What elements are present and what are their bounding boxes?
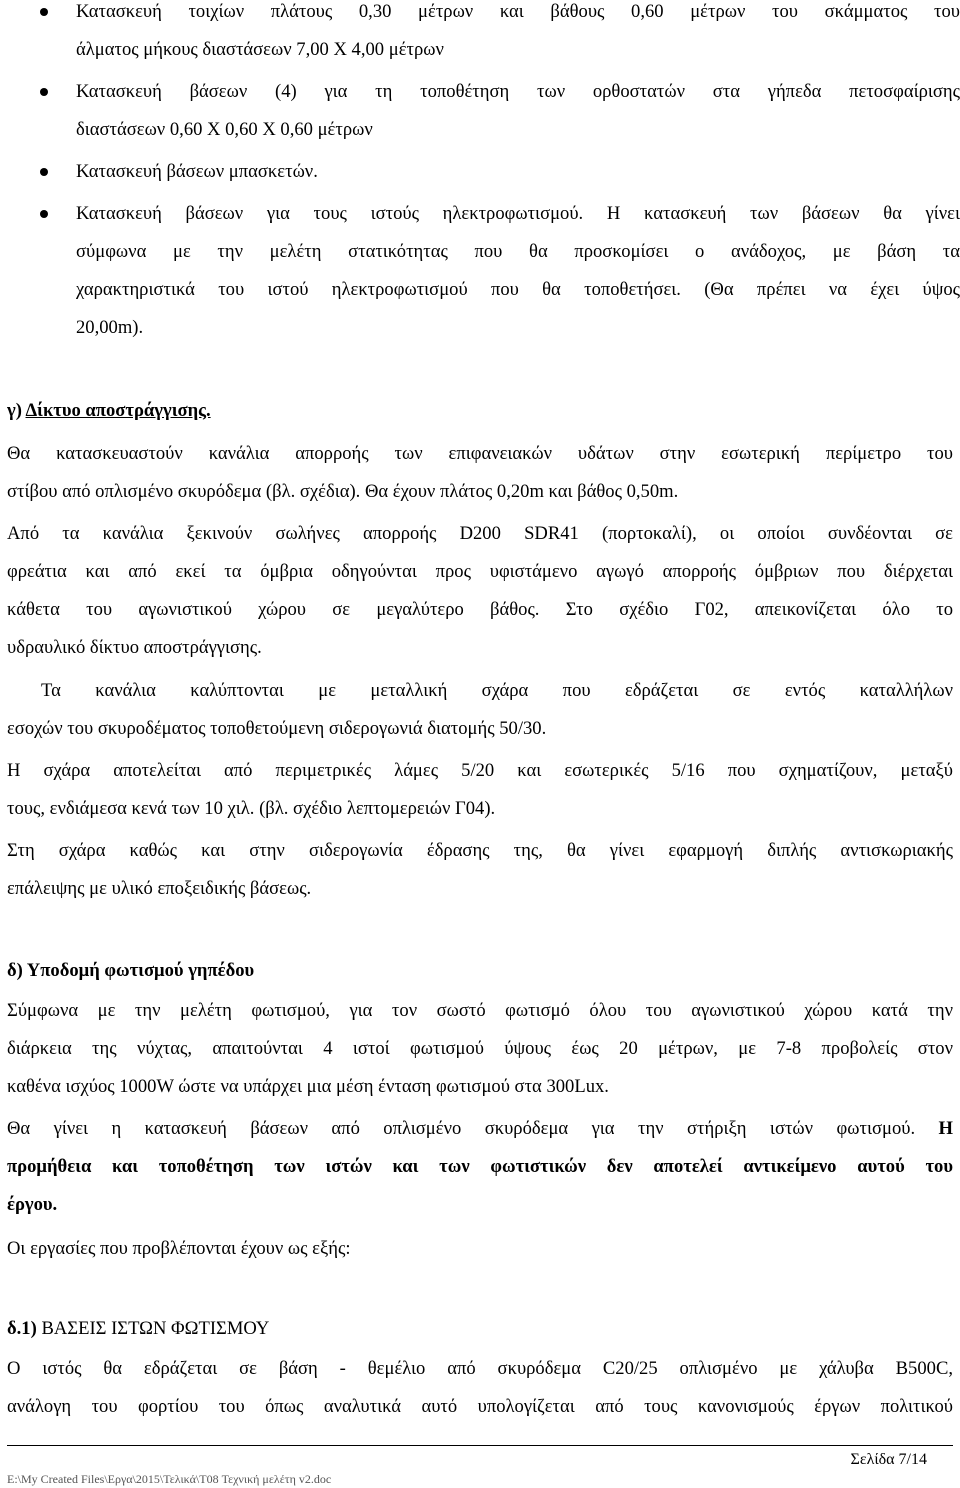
text-line: άλματος μήκους διαστάσεων 7,00 Χ 4,00 μέτρων <box>76 39 444 60</box>
page-number: Σελίδα 7/14 <box>850 1451 927 1468</box>
text-span: Θα γίνει η κατασκευή βάσεων από οπλισμένο σκυρόδεμα για την στήριξη ιστών φωτισμού. <box>7 1118 939 1139</box>
text-span-bold: προμήθεια και τοποθέτηση των ιστών και των φωτιστικών δεν αποτελεί αντικείμενο αυτού του <box>7 1156 953 1177</box>
section-title: δ) Υποδομή φωτισμού γηπέδου <box>7 960 255 981</box>
section-heading-poles <box>7 1310 953 1348</box>
paragraph-drainage-4 <box>7 752 953 828</box>
text-line: Οι εργασίες που προβλέπονται έχουν ως εξής: <box>7 1238 351 1259</box>
text-line: φρεάτια και από εκεί τα όμβρια οδηγούνται προς υφιστάμενο αγωγό απορροής όμβριων που διέρχεται <box>7 561 953 582</box>
paragraph-drainage-3 <box>7 672 953 748</box>
text-line: Τα κανάλια καλύπτονται με μεταλλική σχάρα που εδράζεται σε εντός καταλλήλων <box>7 680 953 701</box>
paragraph-poles-1 <box>7 1350 953 1426</box>
text-line: διάρκεια της νύχτας, απαιτούνται 4 ιστοί φωτισμού ύψους έως 20 μέτρων, με 7-8 προβολείς στον <box>7 1038 953 1059</box>
text-line: Κατασκευή βάσεων για τους ιστούς ηλεκτροφωτισμού. Η κατασκευή των βάσεων θα γίνει <box>76 203 960 224</box>
footer-divider <box>7 1445 953 1446</box>
section-number: δ.1) <box>7 1318 37 1339</box>
text-line: επάλειψης με υλικό εποξειδικής βάσεως. <box>7 878 312 899</box>
text-line: Κατασκευή τοιχίων πλάτους 0,30 μέτρων και βάθους 0,60 μέτρων του σκάμματος του <box>76 1 960 22</box>
text-line: εσοχών του σκυροδέματος τοποθετούμενη σιδερογωνιά διατομής 50/30. <box>7 718 547 739</box>
text-line: χαρακτηριστικά του ιστού ηλεκτροφωτισμού που θα τοποθετήσει. (Θα πρέπει να έχει ύψος <box>76 279 960 300</box>
text-line: διαστάσεων 0,60 Χ 0,60 Χ 0,60 μέτρων <box>76 119 373 140</box>
text-line: Σύμφωνα με την μελέτη φωτισμού, για τον σωστό φωτισμό όλου του αγωνιστικού χώρου κατά την <box>7 1000 953 1021</box>
section-heading-lighting <box>7 952 953 990</box>
section-title: ΒΑΣΕΙΣ ΙΣΤΩΝ ΦΩΤΙΣΜΟΥ <box>36 1318 270 1339</box>
text-span-bold: έργου. <box>7 1194 58 1215</box>
paragraph-drainage-2 <box>7 515 953 667</box>
section-heading-drainage <box>7 392 953 430</box>
text-line: Στη σχάρα καθώς και στην σιδερογωνία έδρασης της, θα γίνει εφαρμογή διπλής αντισκωριακής <box>7 840 953 861</box>
text-line: Θα κατασκευαστούν κανάλια απορροής των επιφανειακών υδάτων στην εσωτερική περίμετρο του <box>7 443 953 464</box>
text-line: σύμφωνα με την μελέτη στατικότητας που θα προσκομίσει ο ανάδοχος, με βάση τα <box>76 241 960 262</box>
text-span-bold: Η <box>938 1118 953 1139</box>
section-title: Δίκτυο αποστράγγισης. <box>25 400 211 421</box>
paragraph-lighting-3 <box>7 1230 953 1268</box>
text-line: κάθετα του αγωνιστικού χώρου σε μεγαλύτερο βάθος. Στο σχέδιο Γ02, απεικονίζεται όλο το <box>7 599 953 620</box>
text-line: Ο ιστός θα εδράζεται σε βάση - θεμέλιο από σκυρόδεμα C20/25 οπλισμένο με χάλυβα B500C, <box>7 1358 953 1379</box>
text-line: Από τα κανάλια ξεκινούν σωλήνες απορροής D200 SDR41 (πορτοκαλί), οι οποίοι συνδέονται σε <box>7 523 953 544</box>
bullet-dot <box>40 88 48 96</box>
text-line: υδραυλικό δίκτυο αποστράγγισης. <box>7 637 262 658</box>
paragraph-lighting-1 <box>7 992 953 1106</box>
text-line: τους, ενδιάμεσα κενά των 10 χιλ. (βλ. σχέδιο λεπτομερειών Γ04). <box>7 798 496 819</box>
paragraph-drainage-5 <box>7 832 953 908</box>
paragraph-lighting-2 <box>7 1110 953 1224</box>
text-line: καθένα ισχύος 1000W ώστε να υπάρχει μια μέση ένταση φωτισμού στα 300Lux. <box>7 1076 609 1097</box>
text-line: 20,00m). <box>76 317 144 338</box>
text-line: ανάλογη του φορτίου του όπως αναλυτικά αυτό υπολογίζεται από τους κανονισμούς έργων πολιτικού <box>7 1396 953 1417</box>
bullet-dot <box>40 168 48 176</box>
footer-file-path: E:\My Created Files\Εργα\2015\Τελικά\T08 Τεχνική μελέτη v2.doc <box>7 1472 332 1486</box>
text-line: στίβου από οπλισμένο σκυρόδεμα (βλ. σχέδια). Θα έχουν πλάτος 0,20m και βάθος 0,50m. <box>7 481 679 502</box>
text-line: Κατασκευή βάσεων μπασκετών. <box>76 161 318 182</box>
section-prefix: γ) <box>7 400 26 421</box>
text-line: Η σχάρα αποτελείται από περιμετρικές λάμες 5/20 και εσωτερικές 5/16 που σχηματίζουν, μεταξύ <box>7 760 953 781</box>
text-line: Κατασκευή βάσεων (4) για τη τοποθέτηση των ορθοστατών στα γήπεδα πετοσφαίρισης <box>76 81 960 102</box>
paragraph-drainage-1 <box>7 435 953 511</box>
bullet-dot <box>40 8 48 16</box>
bullet-dot <box>40 210 48 218</box>
